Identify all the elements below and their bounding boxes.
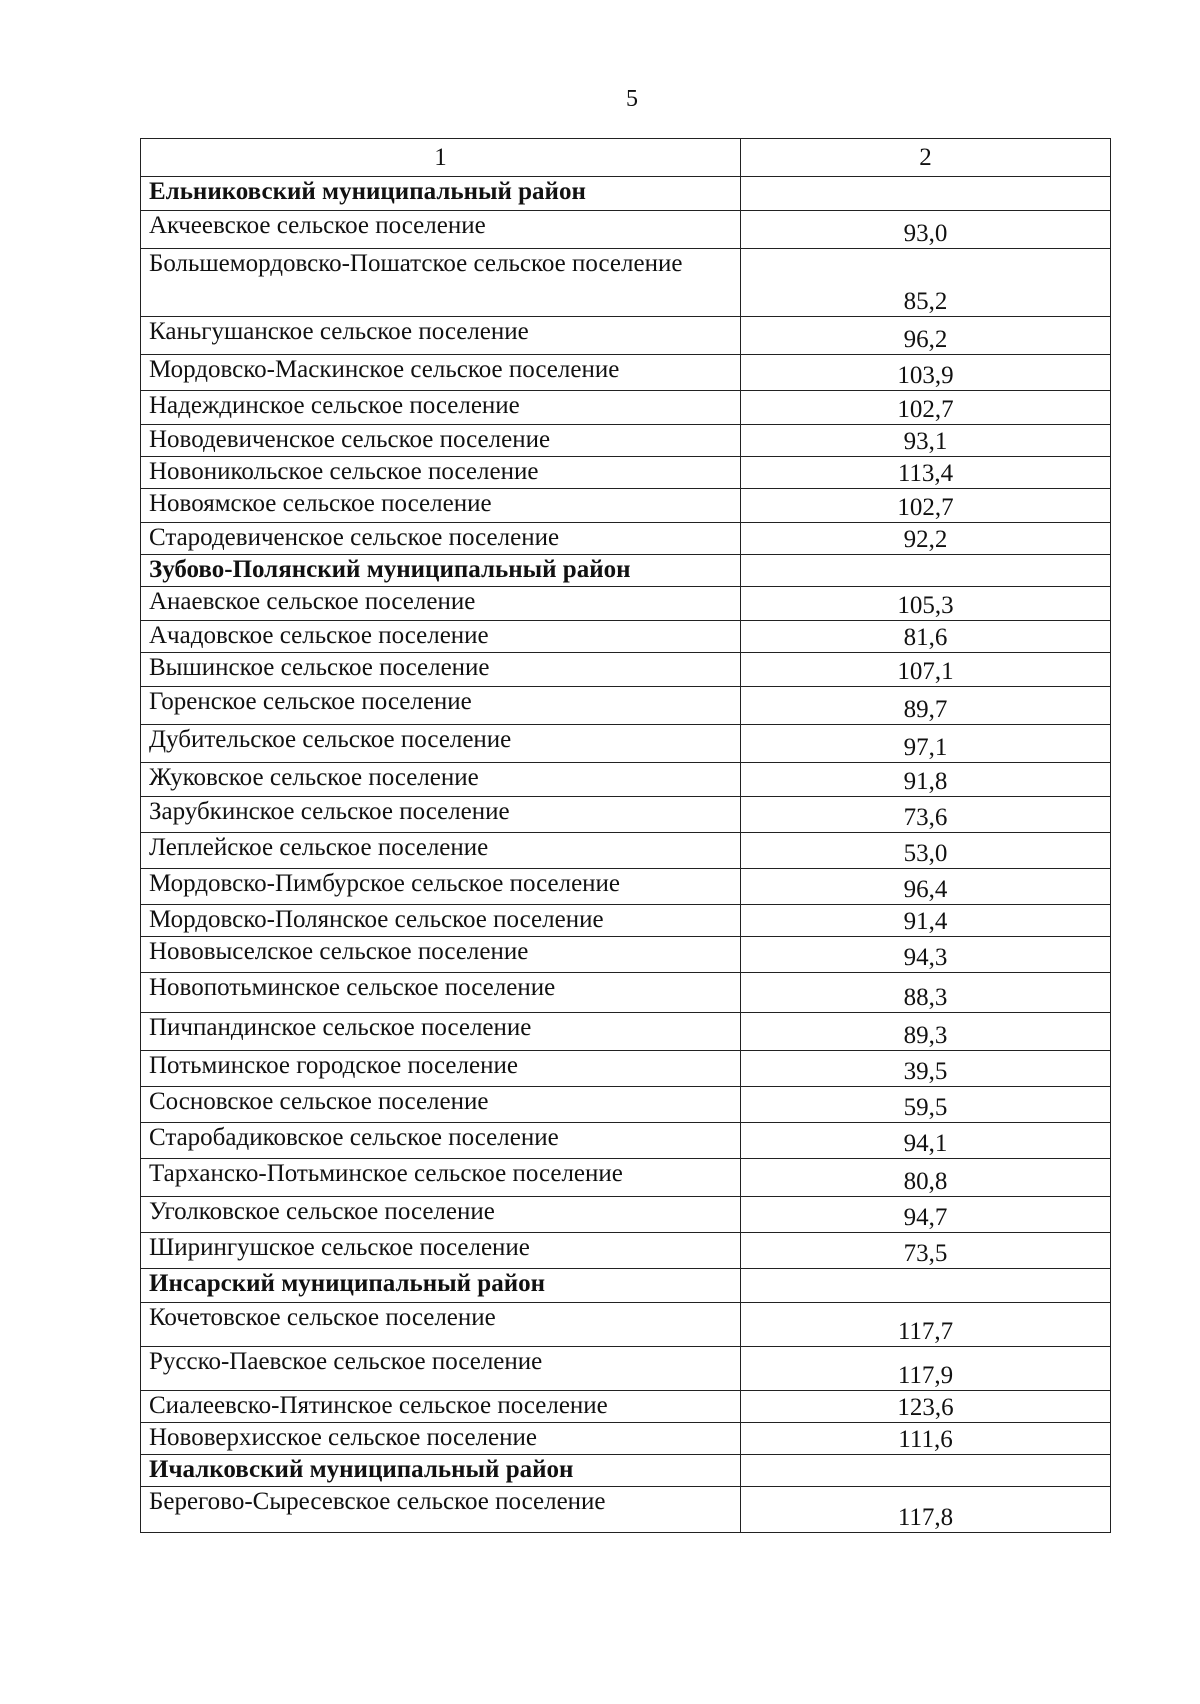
table-row	[141, 1197, 1111, 1233]
settlement-name: Новодевиченское сельское поселение	[141, 425, 741, 457]
value-cell: 105,3	[741, 587, 1111, 621]
settlement-name: Русско-Паевское сельское поселение	[141, 1347, 741, 1391]
value-cell: 85,2	[741, 249, 1111, 317]
table-row	[141, 1391, 1111, 1423]
value-cell: 96,4	[741, 869, 1111, 905]
table-row	[141, 425, 1111, 457]
settlement-name: Зарубкинское сельское поселение	[141, 797, 741, 833]
value-cell: 92,2	[741, 523, 1111, 555]
table-row	[141, 1303, 1111, 1347]
settlement-name: Нововерхисское сельское поселение	[141, 1423, 741, 1455]
value-cell: 53,0	[741, 833, 1111, 869]
settlement-name: Горенское сельское поселение	[141, 687, 741, 725]
table-row	[141, 249, 1111, 317]
value-cell: 117,9	[741, 1347, 1111, 1391]
value-cell: 93,1	[741, 425, 1111, 457]
table-row	[141, 1051, 1111, 1087]
table-row	[141, 211, 1111, 249]
district-name: Инсарский муниципальный район	[141, 1269, 741, 1303]
settlement-name: Берегово-Сыресевское сельское поселение	[141, 1487, 741, 1533]
settlement-name: Дубительское сельское поселение	[141, 725, 741, 763]
settlement-name: Уголковское сельское поселение	[141, 1197, 741, 1233]
settlement-name: Стародевиченское сельское поселение	[141, 523, 741, 555]
settlement-name: Старобадиковское сельское поселение	[141, 1123, 741, 1159]
table-row	[141, 725, 1111, 763]
value-cell: 81,6	[741, 621, 1111, 653]
table-row	[141, 523, 1111, 555]
table-row	[141, 797, 1111, 833]
value-cell: 97,1	[741, 725, 1111, 763]
data-table	[140, 138, 1111, 1533]
settlement-name: Сиалеевско-Пятинское сельское поселение	[141, 1391, 741, 1423]
settlement-name: Пичпандинское сельское поселение	[141, 1013, 741, 1051]
district-name: Ельниковский муниципальный район	[141, 177, 741, 211]
district-name: Зубово-Полянский муниципальный район	[141, 555, 741, 587]
value-cell: 94,3	[741, 937, 1111, 973]
district-row	[141, 555, 1111, 587]
value-cell: 88,3	[741, 973, 1111, 1013]
settlement-name: Большемордовско-Пошатское сельское поселение	[141, 249, 741, 317]
value-cell: 117,8	[741, 1487, 1111, 1533]
value-cell	[741, 1455, 1111, 1487]
settlement-name: Мордовско-Маскинское сельское поселение	[141, 355, 741, 391]
value-cell: 113,4	[741, 457, 1111, 489]
value-cell: 91,4	[741, 905, 1111, 937]
value-cell: 94,1	[741, 1123, 1111, 1159]
value-cell: 94,7	[741, 1197, 1111, 1233]
value-cell: 103,9	[741, 355, 1111, 391]
value-cell: 102,7	[741, 391, 1111, 425]
value-cell: 80,8	[741, 1159, 1111, 1197]
settlement-name: Новоникольское сельское поселение	[141, 457, 741, 489]
table-row	[141, 1423, 1111, 1455]
table-row	[141, 1087, 1111, 1123]
table-row	[141, 1159, 1111, 1197]
value-cell: 89,3	[741, 1013, 1111, 1051]
settlement-name: Нововыселское сельское поселение	[141, 937, 741, 973]
value-cell: 111,6	[741, 1423, 1111, 1455]
value-cell: 73,5	[741, 1233, 1111, 1269]
table-row	[141, 1233, 1111, 1269]
table-row	[141, 457, 1111, 489]
table-row	[141, 833, 1111, 869]
district-row	[141, 177, 1111, 211]
settlement-name: Жуковское сельское поселение	[141, 763, 741, 797]
settlement-name: Анаевское сельское поселение	[141, 587, 741, 621]
table-row	[141, 587, 1111, 621]
district-row	[141, 1269, 1111, 1303]
value-cell	[741, 177, 1111, 211]
settlement-name: Сосновское сельское поселение	[141, 1087, 741, 1123]
value-cell: 117,7	[741, 1303, 1111, 1347]
table-row	[141, 973, 1111, 1013]
settlement-name: Ширингушское сельское поселение	[141, 1233, 741, 1269]
table-row	[141, 687, 1111, 725]
settlement-name: Ачадовское сельское поселение	[141, 621, 741, 653]
value-cell: 59,5	[741, 1087, 1111, 1123]
page-number: 5	[626, 86, 638, 112]
settlement-name: Потьминское городское поселение	[141, 1051, 741, 1087]
table-row	[141, 1123, 1111, 1159]
settlement-name: Новоямское сельское поселение	[141, 489, 741, 523]
settlement-name: Кочетовское сельское поселение	[141, 1303, 741, 1347]
value-cell: 39,5	[741, 1051, 1111, 1087]
table-row	[141, 869, 1111, 905]
table-row	[141, 905, 1111, 937]
value-cell: 123,6	[741, 1391, 1111, 1423]
table-row	[141, 653, 1111, 687]
table-row	[141, 1347, 1111, 1391]
settlement-name: Леплейское сельское поселение	[141, 833, 741, 869]
value-cell: 73,6	[741, 797, 1111, 833]
value-cell	[741, 1269, 1111, 1303]
value-cell: 96,2	[741, 317, 1111, 355]
district-row	[141, 1455, 1111, 1487]
settlement-name: Акчеевское сельское поселение	[141, 211, 741, 249]
settlement-name: Надеждинское сельское поселение	[141, 391, 741, 425]
table-row	[141, 391, 1111, 425]
table-row	[141, 317, 1111, 355]
table-row	[141, 1487, 1111, 1533]
settlement-name: Мордовско-Полянское сельское поселение	[141, 905, 741, 937]
table-row	[141, 355, 1111, 391]
value-cell: 107,1	[741, 653, 1111, 687]
settlement-name: Тарханско-Потьминское сельское поселение	[141, 1159, 741, 1197]
column-header-1: 1	[141, 139, 741, 177]
settlement-name: Мордовско-Пимбурское сельское поселение	[141, 869, 741, 905]
table-row	[141, 763, 1111, 797]
district-name: Ичалковский муниципальный район	[141, 1455, 741, 1487]
table-header-row	[141, 139, 1111, 177]
value-cell: 89,7	[741, 687, 1111, 725]
table-row	[141, 937, 1111, 973]
value-cell: 91,8	[741, 763, 1111, 797]
table-row	[141, 621, 1111, 653]
table-row	[141, 1013, 1111, 1051]
table-row	[141, 489, 1111, 523]
settlement-name: Новопотьминское сельское поселение	[141, 973, 741, 1013]
value-cell	[741, 555, 1111, 587]
value-cell: 93,0	[741, 211, 1111, 249]
value-cell: 102,7	[741, 489, 1111, 523]
settlement-name: Вышинское сельское поселение	[141, 653, 741, 687]
column-header-2: 2	[741, 139, 1111, 177]
settlement-name: Каньгушанское сельское поселение	[141, 317, 741, 355]
table-body	[141, 139, 1111, 1533]
